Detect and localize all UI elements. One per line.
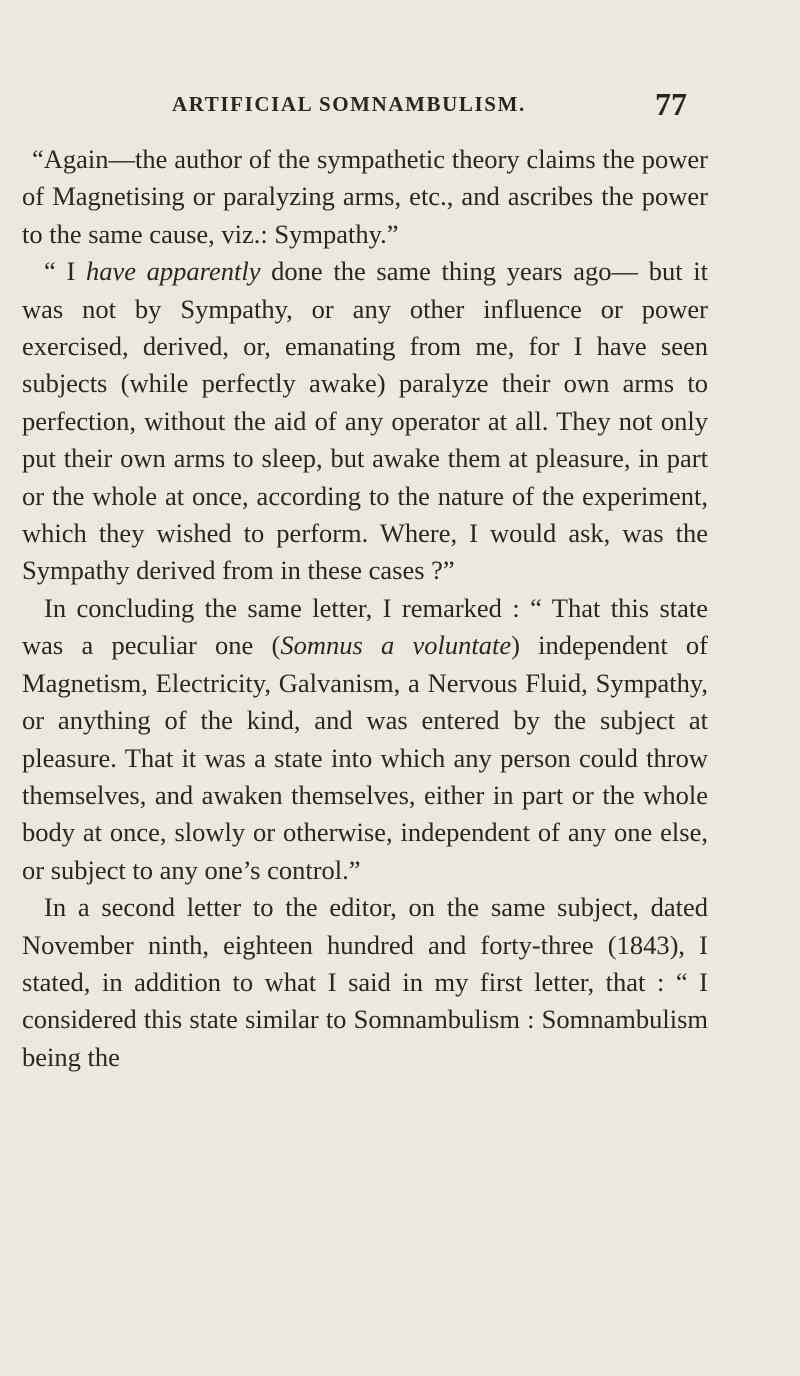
paragraph-3-text-end: ) independent of Magnetism, Electricity, Galvanism, a Nervous Fluid, Sympathy, or anything of the kind, and was entered by the subject at pleasure. That it was a state into which any person could throw themselves, and awaken themselves, either in part or the whole body at once, slowly or otherwise, independent of any one else, or subject to any one’s control.”: [22, 630, 708, 885]
page-number: 77: [655, 86, 687, 122]
paragraph-4: In a second letter to the editor, on the same subject, dated November ninth, eighteen hundred and forty-three (1843), I stated, in addition to what I said in my first letter, that : “ I considered this state similar to Somnambulism : Somnambulism being the: [22, 892, 708, 1072]
paragraph-2-text-start: “ I: [44, 256, 86, 287]
paragraph-2-italic-phrase: have apparently: [85, 256, 261, 287]
paragraph-3: [22, 590, 708, 889]
paragraph-3-latin-phrase: Somnus a voluntate: [280, 630, 512, 661]
paragraph-2-text-end: done the same thing years ago— but it was not by Sympathy, or any other influence or power exercised, derived, or, emanating from me, for I have seen subjects (while perfectly awake) paralyze their own arms to perfection, without the aid of any operator at all. They not only put their own arms to sleep, but awake them at pleasure, in part or the whole at once, according to the nature of the experiment, which they wished to perform. Where, I would ask, was the Sympathy derived from in these cases ?”: [22, 256, 709, 586]
paragraph-3-text-start: In concluding the same letter, I remarked : “ That this state was a peculiar one (: [22, 592, 708, 661]
paragraph-2: [22, 253, 708, 590]
running-head-title: ARTIFICIAL SOMNAMBULISM.: [172, 92, 526, 116]
paragraph-1: “Again—the author of the sympathetic theory claims the power of Magnetising or paralyzing arms, etc., and ascribes the power to the same cause, viz.: Sympathy.”: [22, 144, 708, 249]
body-text: [22, 141, 708, 1076]
running-head: [0, 86, 800, 126]
